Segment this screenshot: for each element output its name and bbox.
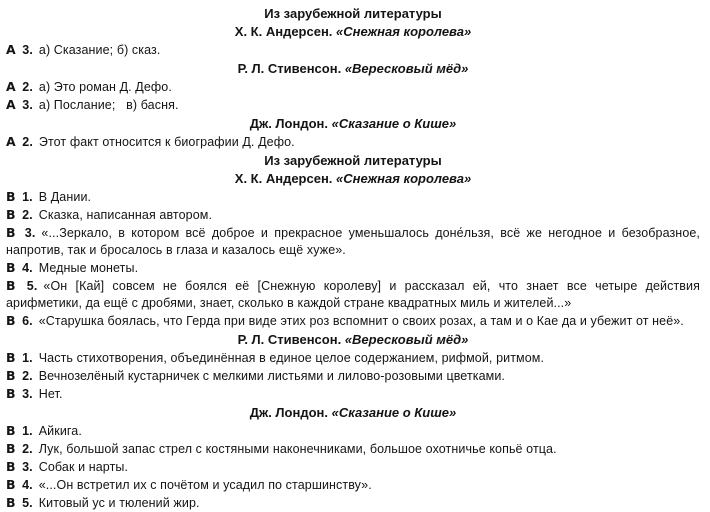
work-author: Х. К. Андерсен. xyxy=(234,24,333,39)
work-title: «Вересковый мёд» xyxy=(344,332,469,347)
answer-marker: В xyxy=(6,477,17,492)
section-heading: Из зарубежной литературы xyxy=(264,6,442,21)
answer-text: а) Послание; в) басня. xyxy=(38,98,179,112)
answer-marker: А xyxy=(6,134,17,149)
work-heading xyxy=(6,115,700,132)
answer-text: Лук, большой запас стрел с костяными наконечниками, большое охотничье копьё отца. xyxy=(38,442,557,456)
answer-marker: В xyxy=(6,459,17,474)
answer-number: 1. xyxy=(22,424,33,438)
answer-line xyxy=(6,96,700,114)
answer-number: 2. xyxy=(22,442,33,456)
work-author: Дж. Лондон. xyxy=(249,116,329,131)
answer-text: Нет. xyxy=(38,387,63,401)
answer-marker: А xyxy=(6,97,17,112)
answer-text: Китовый ус и тюлений жир. xyxy=(38,496,200,510)
work-author: Дж. Лондон. xyxy=(249,405,329,420)
answer-line xyxy=(6,385,700,403)
answer-line xyxy=(6,224,700,259)
answer-line xyxy=(6,494,700,512)
answer-number: 3. xyxy=(22,387,33,401)
answer-number: 2. xyxy=(22,80,33,94)
answer-text: Этот факт относится к биографии Д. Дефо. xyxy=(38,135,295,149)
answer-line xyxy=(6,312,700,330)
work-heading xyxy=(6,331,700,348)
answer-marker: В xyxy=(6,207,17,222)
answer-line xyxy=(6,133,700,151)
answer-line xyxy=(6,277,700,312)
answer-marker: В xyxy=(6,495,17,510)
answer-line xyxy=(6,349,700,367)
answer-text: В Дании. xyxy=(38,190,92,204)
answer-marker: В xyxy=(6,386,17,401)
answer-number: 4. xyxy=(22,478,33,492)
answer-line xyxy=(6,259,700,277)
answer-line xyxy=(6,440,700,458)
answer-line xyxy=(6,458,700,476)
answer-number: 1. xyxy=(22,190,33,204)
answer-line xyxy=(6,476,700,494)
answer-line xyxy=(6,367,700,385)
work-author: Р. Л. Стивенсон. xyxy=(237,332,342,347)
answer-marker: В xyxy=(6,278,17,293)
work-heading xyxy=(6,404,700,421)
answer-line xyxy=(6,41,700,59)
answer-number: 3. xyxy=(22,98,33,112)
work-author: Х. К. Андерсен. xyxy=(234,171,333,186)
answer-number: 4. xyxy=(22,261,33,275)
answer-marker: В xyxy=(6,441,17,456)
work-title: «Снежная королева» xyxy=(336,171,472,186)
section-heading: Из зарубежной литературы xyxy=(264,153,442,168)
work-heading xyxy=(6,60,700,77)
answer-text: «...Зеркало, в котором всё доброе и прекрасное уменьшалось доне́льзя, всё же негодное и безобразное, напротив, так и бросалось в глаза и казалось ещё хуже». xyxy=(6,226,700,257)
answer-text: а) Это роман Д. Дефо. xyxy=(38,80,172,94)
answer-number: 2. xyxy=(22,208,33,222)
answer-text: Медные монеты. xyxy=(38,261,139,275)
answer-text: Сказка, написанная автором. xyxy=(38,208,213,222)
answer-number: 2. xyxy=(22,369,33,383)
answer-line xyxy=(6,78,700,96)
answer-number: 3. xyxy=(24,226,36,240)
answer-number: 5. xyxy=(22,496,33,510)
answer-number: 3. xyxy=(22,460,33,474)
answer-text: Собак и нарты. xyxy=(38,460,129,474)
answer-text: Айкига. xyxy=(38,424,82,438)
answer-marker: А xyxy=(6,79,17,94)
answer-marker: В xyxy=(6,350,17,365)
answer-text: Часть стихотворения, объединённая в единое целое содержанием, рифмой, ритмом. xyxy=(38,351,545,365)
answer-marker: В xyxy=(6,423,17,438)
answer-text: «Он [Кай] совсем не боялся её [Снежную королеву] и рассказал ей, что знает все четыре действия арифметики, да ещё с дробями, знает, сколько в каждой стране квадратных миль и жителей...» xyxy=(6,279,701,310)
answer-number: 5. xyxy=(26,279,38,293)
answer-number: 6. xyxy=(22,314,33,328)
answer-text: Вечнозелёный кустарничек с мелкими листьями и лилово-розовыми цветками. xyxy=(38,369,506,383)
answer-line xyxy=(6,206,700,224)
answer-marker: В xyxy=(6,368,17,383)
work-heading xyxy=(6,170,700,187)
work-title: «Вересковый мёд» xyxy=(344,61,469,76)
work-heading xyxy=(6,23,700,40)
answer-text: а) Сказание; б) сказ. xyxy=(38,43,161,57)
answer-number: 1. xyxy=(22,351,33,365)
work-title: «Снежная королева» xyxy=(336,24,472,39)
answer-marker: В xyxy=(6,313,17,328)
answer-line xyxy=(6,422,700,440)
work-author: Р. Л. Стивенсон. xyxy=(237,61,342,76)
answer-text: «...Он встретил их с почётом и усадил по старшинству». xyxy=(38,478,372,492)
answer-text: «Старушка боялась, что Герда при виде этих роз вспомнит о своих розах, а там и о Кае да и убежит от неё». xyxy=(38,314,684,328)
answer-number: 2. xyxy=(22,135,33,149)
answer-marker: В xyxy=(6,189,17,204)
answer-marker: А xyxy=(6,42,17,57)
work-title: «Сказание о Кише» xyxy=(331,116,457,131)
work-title: «Сказание о Кише» xyxy=(331,405,457,420)
answer-marker: В xyxy=(6,225,17,240)
answer-number: 3. xyxy=(22,43,33,57)
answer-marker: В xyxy=(6,260,17,275)
answer-line xyxy=(6,188,700,206)
